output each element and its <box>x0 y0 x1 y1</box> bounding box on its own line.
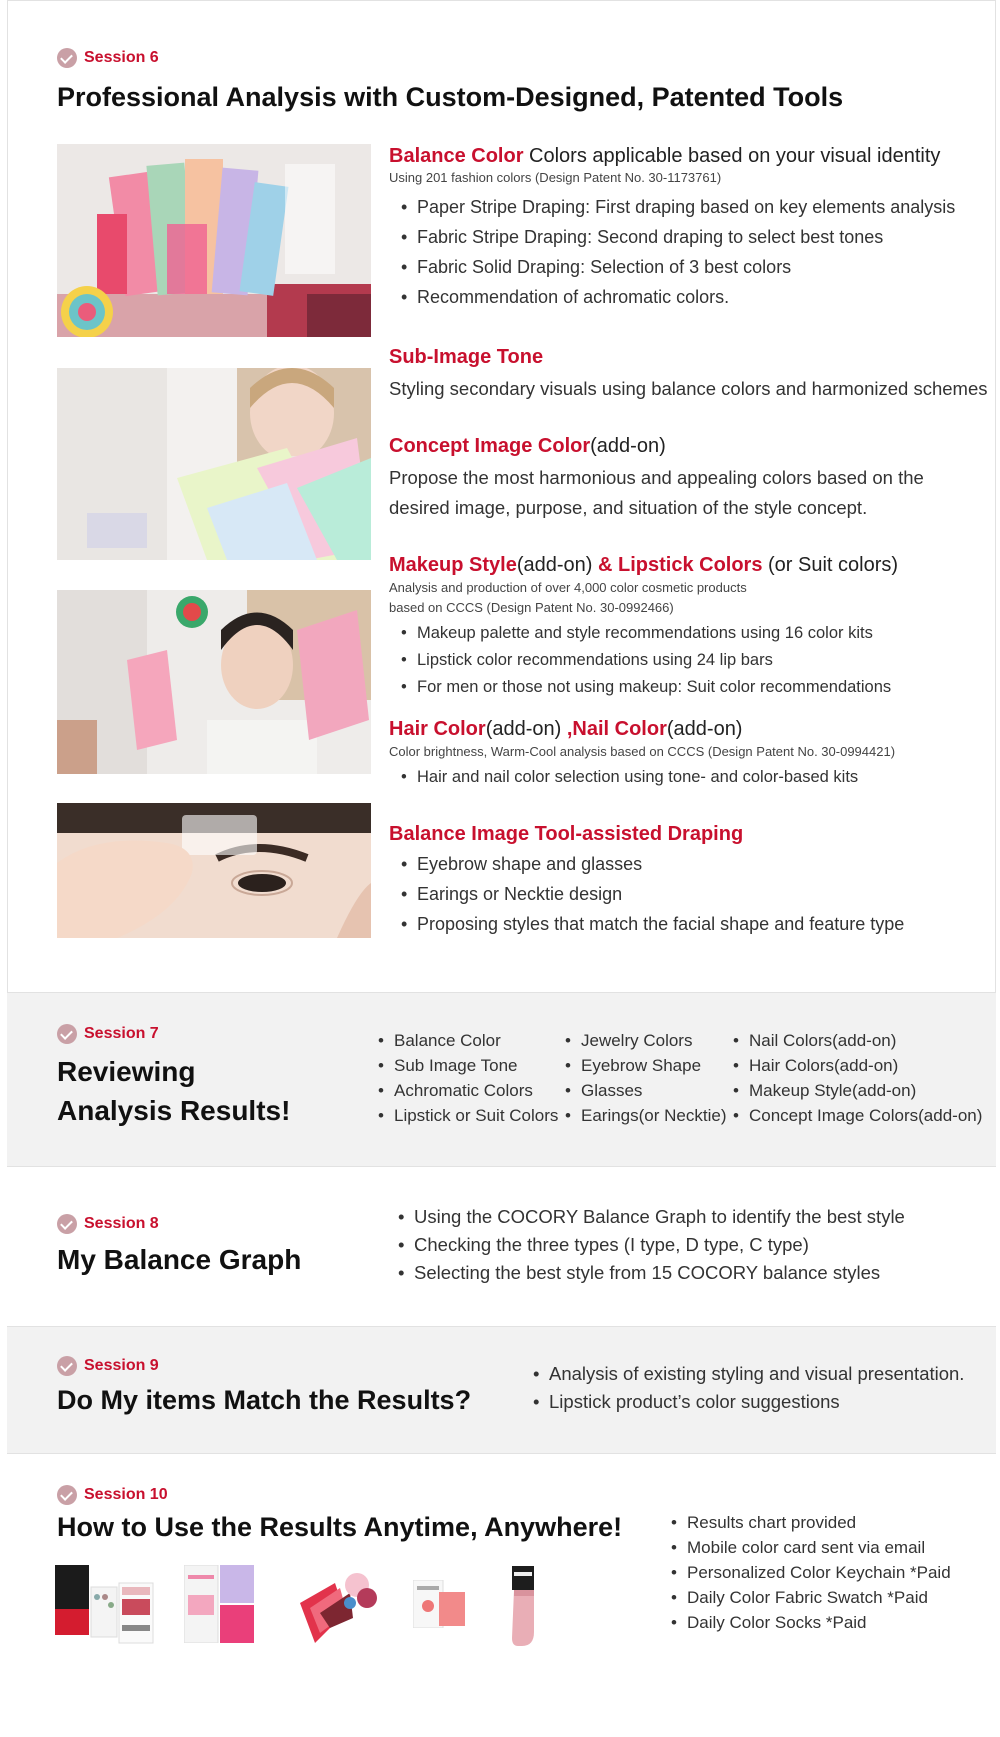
makeup-block <box>389 552 989 701</box>
session-10-list <box>659 1510 951 1635</box>
session-9-list <box>521 1360 964 1416</box>
balance-color-note: Using 201 fashion colors (Design Patent No. 30-1173761) <box>389 170 722 185</box>
session-7-col-3 <box>721 1028 982 1128</box>
list-item: • Nail Colors(add-on) <box>721 1028 982 1053</box>
photo-color-swatches <box>57 144 371 337</box>
session-9-label: Session 9 <box>57 1356 159 1376</box>
list-item: • Fabric Stripe Draping: Second draping to select best tones <box>389 222 989 252</box>
list-item: • For men or those not using makeup: Suit color recommendations <box>389 674 989 701</box>
list-item: • Balance Color <box>366 1028 558 1053</box>
list-item: • Fabric Solid Draping: Selection of 3 best colors <box>389 252 989 282</box>
list-item: • Lipstick product’s color suggestions <box>521 1388 964 1416</box>
check-badge-icon <box>57 1024 77 1044</box>
product-mobile-card <box>184 1565 254 1648</box>
list-item: • Personalized Color Keychain *Paid <box>659 1560 951 1585</box>
product-color-keychain <box>295 1563 380 1652</box>
makeup-note-1: Analysis and production of over 4,000 color cosmetic products <box>389 580 747 595</box>
session-7-label: Session 7 <box>57 1024 159 1044</box>
session-10-title: How to Use the Results Anytime, Anywhere! <box>57 1512 623 1542</box>
makeup-list <box>389 620 989 701</box>
photo-eyebrow-tool <box>57 803 371 938</box>
list-item: • Daily Color Socks *Paid <box>659 1610 951 1635</box>
product-fabric-swatch <box>413 1580 465 1633</box>
makeup-note-2: based on CCCS (Design Patent No. 30-0992466) <box>389 600 674 615</box>
list-item: • Selecting the best style from 15 COCORY balance styles <box>386 1259 905 1287</box>
list-item: • Lipstick color recommendations using 24 lip bars <box>389 647 989 674</box>
list-item: • Daily Color Fabric Swatch *Paid <box>659 1585 951 1610</box>
list-item: • Analysis of existing styling and visual presentation. <box>521 1360 964 1388</box>
session-6-label: Session 6 <box>57 48 159 68</box>
list-item: • Sub Image Tone <box>366 1053 558 1078</box>
list-item: • Lipstick or Suit Colors <box>366 1103 558 1128</box>
makeup-title: Makeup Style(add-on) & Lipstick Colors (or Suit colors) <box>389 554 899 576</box>
check-badge-icon <box>57 1356 77 1376</box>
session-7-col-2 <box>553 1028 727 1128</box>
list-item: • Glasses <box>553 1078 727 1103</box>
session-8-title: My Balance Graph <box>57 1244 302 1275</box>
photo-pastel-draping <box>57 368 371 560</box>
hair-nail-list <box>389 764 989 791</box>
concept-line-1: Propose the most harmonious and appealing colors based on the <box>389 467 924 488</box>
list-item: • Mobile color card sent via email <box>659 1535 951 1560</box>
list-item: • Achromatic Colors <box>366 1078 558 1103</box>
photo-makeup-analysis <box>57 590 371 774</box>
list-item: • Recommendation of achromatic colors. <box>389 282 989 312</box>
balance-color-block <box>389 143 989 312</box>
tool-draping-title: Balance Image Tool-assisted Draping <box>389 823 744 845</box>
list-item: • Hair Colors(add-on) <box>721 1053 982 1078</box>
session-8-list <box>386 1203 905 1287</box>
concept-line-2: desired image, purpose, and situation of the style concept. <box>389 497 868 518</box>
list-item: • Proposing styles that match the facial shape and feature type <box>389 909 989 939</box>
list-item: • Concept Image Colors(add-on) <box>721 1103 982 1128</box>
tool-draping-list <box>389 849 989 939</box>
balance-color-title: Balance Color Colors applicable based on your visual identity <box>389 145 941 167</box>
list-item: • Makeup palette and style recommendations using 16 color kits <box>389 620 989 647</box>
list-item: • Using the COCORY Balance Graph to identify the best style <box>386 1203 905 1231</box>
concept-title: Concept Image Color(add-on) <box>389 435 666 457</box>
session-7-title: Reviewing Analysis Results! <box>57 1056 291 1126</box>
list-item: • Eyebrow shape and glasses <box>389 849 989 879</box>
tool-draping-block <box>389 821 989 939</box>
list-item: • Makeup Style(add-on) <box>721 1078 982 1103</box>
balance-color-list <box>389 192 989 312</box>
session-8-label: Session 8 <box>57 1214 159 1234</box>
check-badge-icon <box>57 1214 77 1234</box>
product-color-socks <box>504 1566 544 1653</box>
check-badge-icon <box>57 1485 77 1505</box>
hair-nail-note: Color brightness, Warm-Cool analysis based on CCCS (Design Patent No. 30-0994421) <box>389 744 896 759</box>
sub-image-block <box>389 344 989 404</box>
sub-image-title: Sub-Image Tone <box>389 346 544 368</box>
session-10-label: Session 10 <box>57 1485 168 1505</box>
list-item: • Hair and nail color selection using tone- and color-based kits <box>389 764 989 791</box>
list-item: • Eyebrow Shape <box>553 1053 727 1078</box>
product-results-chart <box>55 1565 155 1652</box>
session-9-title: Do My items Match the Results? <box>57 1385 472 1415</box>
list-item: • Checking the three types (I type, D type, C type) <box>386 1231 905 1259</box>
concept-block <box>389 433 989 523</box>
list-item: • Earings or Necktie design <box>389 879 989 909</box>
hair-nail-title: Hair Color(add-on) ,Nail Color(add-on) <box>389 718 743 740</box>
list-item: • Jewelry Colors <box>553 1028 727 1053</box>
hair-nail-block <box>389 716 989 791</box>
sub-image-text: Styling secondary visuals using balance colors and harmonized schemes <box>389 378 988 399</box>
list-item: • Results chart provided <box>659 1510 951 1535</box>
list-item: • Paper Stripe Draping: First draping based on key elements analysis <box>389 192 989 222</box>
session-6-title: Professional Analysis with Custom-Designed, Patented Tools <box>57 82 844 112</box>
list-item: • Earings(or Necktie) <box>553 1103 727 1128</box>
session-7-col-1 <box>366 1028 558 1128</box>
check-badge-icon <box>57 48 77 68</box>
